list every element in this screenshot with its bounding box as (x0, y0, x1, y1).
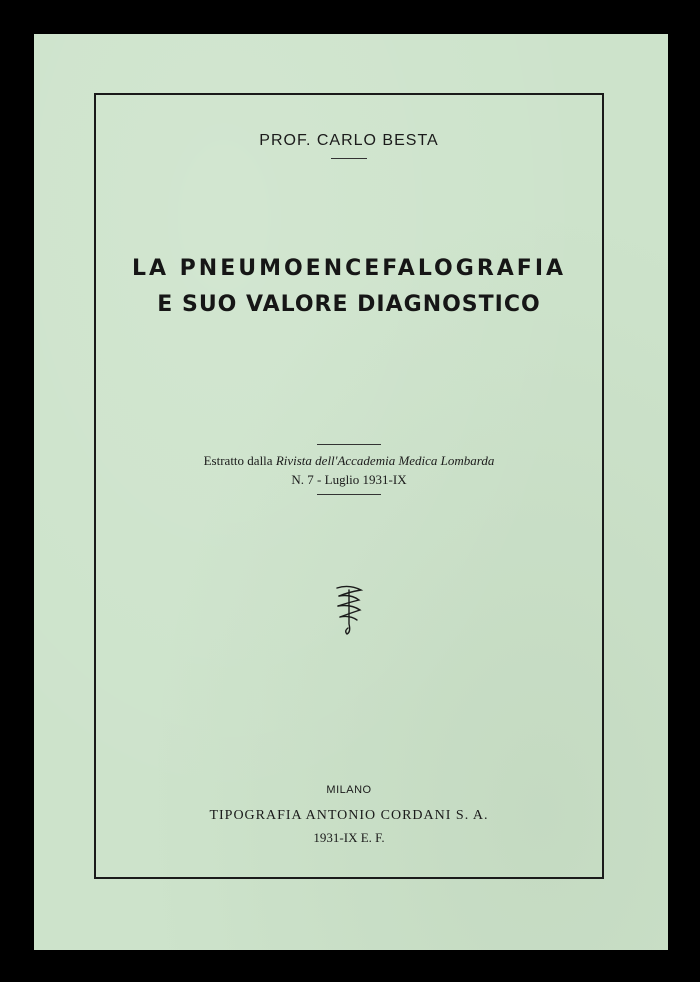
publisher-printer: TIPOGRAFIA ANTONIO CORDANI S. A. (209, 808, 489, 823)
author-rule (331, 158, 367, 159)
extract-prefix: Estratto dalla (203, 453, 276, 468)
publisher-city: MILANO (326, 784, 372, 796)
journal-name: Rivista dell'Accademia Medica Lombarda (275, 453, 495, 468)
issue-info: N. 7 - Luglio 1931-IX (291, 472, 407, 487)
title-line-2: E SUO VALORE DIAGNOSTICO (157, 292, 541, 317)
document-page (34, 34, 668, 950)
fleuron-icon (333, 584, 365, 636)
publication-year: 1931-IX E. F. (313, 830, 385, 845)
extract-rule-bottom (317, 494, 381, 495)
author-name: PROF. CARLO BESTA (259, 132, 439, 149)
extract-rule-top (317, 444, 381, 445)
page-border-frame (94, 93, 604, 879)
title-line-1: LA PNEUMOENCEFALOGRAFIA (131, 256, 567, 281)
extract-note (96, 453, 602, 469)
